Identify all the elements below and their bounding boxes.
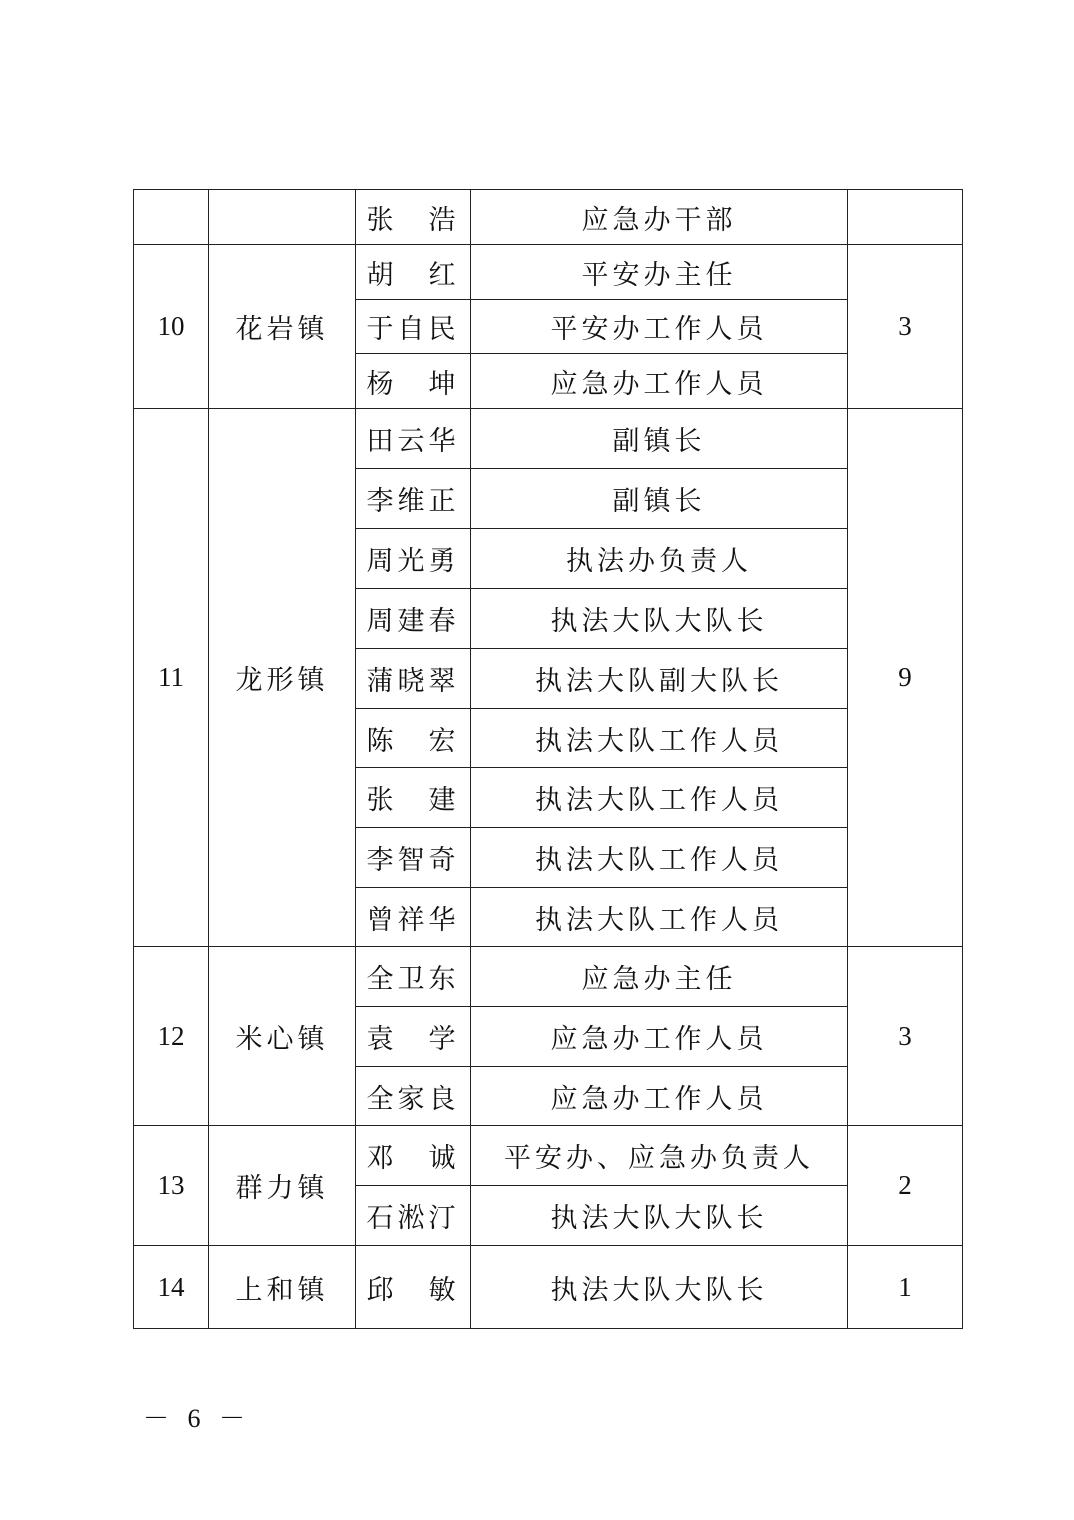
table-row — [134, 1126, 963, 1186]
role-cell: 执法大队工作人员 — [471, 828, 848, 888]
town-cell: 花岩镇 — [209, 245, 356, 409]
name-cell: 杨 坤 — [356, 354, 471, 409]
role-cell: 应急办工作人员 — [471, 1067, 848, 1126]
count-cell: 9 — [848, 409, 963, 947]
role-cell: 应急办工作人员 — [471, 354, 848, 409]
table-row — [134, 409, 963, 469]
role-cell: 平安办主任 — [471, 245, 848, 300]
table-row — [134, 947, 963, 1007]
count-cell: 1 — [848, 1246, 963, 1329]
row-number-cell: 12 — [134, 947, 209, 1126]
role-cell: 副镇长 — [471, 409, 848, 469]
name-cell: 曾祥华 — [356, 888, 471, 947]
role-cell: 执法办负责人 — [471, 529, 848, 589]
role-cell: 应急办干部 — [471, 190, 848, 245]
town-cell: 龙形镇 — [209, 409, 356, 947]
personnel-table — [133, 189, 963, 1329]
role-cell: 执法大队工作人员 — [471, 888, 848, 947]
row-number-cell: 11 — [134, 409, 209, 947]
table-row — [134, 245, 963, 300]
role-cell: 执法大队副大队长 — [471, 649, 848, 709]
table-row — [134, 1246, 963, 1329]
row-number-cell: 10 — [134, 245, 209, 409]
row-number-cell: 13 — [134, 1126, 209, 1246]
name-cell: 胡 红 — [356, 245, 471, 300]
name-cell: 李智奇 — [356, 828, 471, 888]
town-cell — [209, 190, 356, 245]
name-cell: 于自民 — [356, 300, 471, 354]
name-cell: 周建春 — [356, 589, 471, 649]
name-cell: 李维正 — [356, 469, 471, 529]
town-cell: 群力镇 — [209, 1126, 356, 1246]
name-cell: 田云华 — [356, 409, 471, 469]
count-cell — [848, 190, 963, 245]
table-row — [134, 190, 963, 245]
role-cell: 执法大队大队长 — [471, 1186, 848, 1246]
town-cell: 米心镇 — [209, 947, 356, 1126]
role-cell: 应急办工作人员 — [471, 1007, 848, 1067]
name-cell: 邓 诚 — [356, 1126, 471, 1186]
name-cell: 张 浩 — [356, 190, 471, 245]
role-cell: 副镇长 — [471, 469, 848, 529]
name-cell: 全卫东 — [356, 947, 471, 1007]
role-cell: 平安办、应急办负责人 — [471, 1126, 848, 1186]
name-cell: 袁 学 — [356, 1007, 471, 1067]
name-cell: 蒲晓翠 — [356, 649, 471, 709]
role-cell: 执法大队工作人员 — [471, 709, 848, 768]
row-number-cell: 14 — [134, 1246, 209, 1329]
name-cell: 张 建 — [356, 768, 471, 828]
name-cell: 陈 宏 — [356, 709, 471, 768]
name-cell: 石淞汀 — [356, 1186, 471, 1246]
role-cell: 应急办主任 — [471, 947, 848, 1007]
role-cell: 执法大队大队长 — [471, 1246, 848, 1329]
role-cell: 执法大队大队长 — [471, 589, 848, 649]
count-cell: 3 — [848, 947, 963, 1126]
count-cell: 2 — [848, 1126, 963, 1246]
name-cell: 周光勇 — [356, 529, 471, 589]
page-number: － 6 － — [143, 1404, 252, 1433]
role-cell: 执法大队工作人员 — [471, 768, 848, 828]
count-cell: 3 — [848, 245, 963, 409]
name-cell: 邱 敏 — [356, 1246, 471, 1329]
town-cell: 上和镇 — [209, 1246, 356, 1329]
name-cell: 全家良 — [356, 1067, 471, 1126]
role-cell: 平安办工作人员 — [471, 300, 848, 354]
row-number-cell — [134, 190, 209, 245]
